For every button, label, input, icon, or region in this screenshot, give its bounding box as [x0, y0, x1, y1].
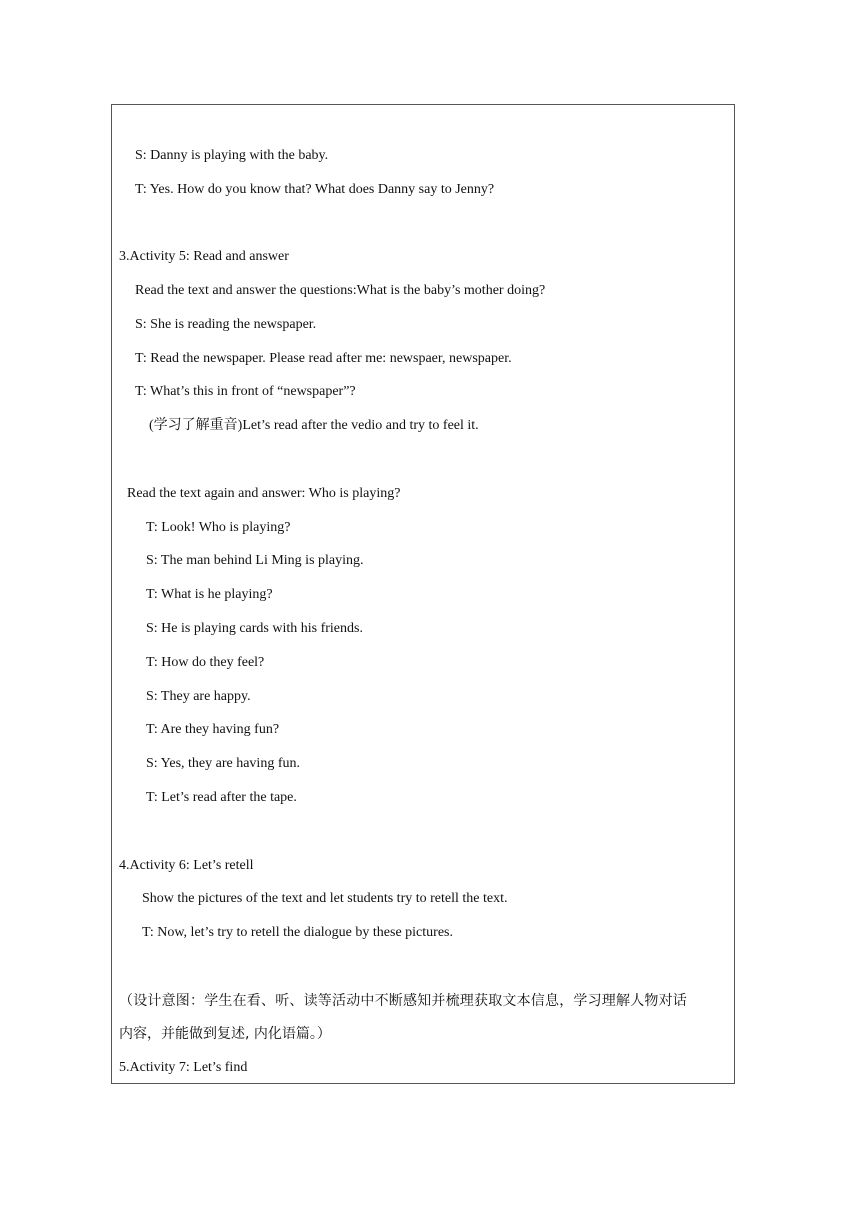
dialogue-line: T: What’s this in front of “newspaper”?	[135, 384, 356, 399]
dialogue-line: S: They are happy.	[146, 689, 251, 704]
design-intent-note: 内容，并能做到复述, 内化语篇。）	[119, 1026, 331, 1042]
instruction-line: Read the text and answer the questions:What is the baby’s mother doing?	[135, 283, 546, 298]
dialogue-line: T: What is he playing?	[146, 587, 273, 602]
instruction-line: Show the pictures of the text and let students try to retell the text.	[142, 891, 508, 906]
dialogue-line: S: The man behind Li Ming is playing.	[146, 553, 364, 568]
instruction-line: Read the text again and answer: Who is playing?	[127, 486, 401, 501]
activity-heading: 3.Activity 5: Read and answer	[119, 249, 289, 264]
instruction-line: (学习了解重音)Let’s read after the vedio and try to feel it.	[149, 418, 479, 433]
dialogue-line: T: Let’s read after the tape.	[146, 790, 297, 805]
dialogue-line: S: He is playing cards with his friends.	[146, 621, 363, 636]
dialogue-line: S: She is reading the newspaper.	[135, 317, 317, 332]
activity-heading: 4.Activity 6: Let’s retell	[119, 858, 254, 873]
design-intent-note: （设计意图：学生在看、听、读等活动中不断感知并梳理获取文本信息，学习理解人物对话	[119, 993, 687, 1009]
dialogue-line: T: Yes. How do you know that? What does Danny say to Jenny?	[135, 182, 495, 197]
dialogue-line: T: Now, let’s try to retell the dialogue by these pictures.	[142, 925, 453, 940]
activity-heading: 5.Activity 7: Let’s find	[119, 1060, 248, 1075]
dialogue-line: T: Are they having fun?	[146, 722, 280, 737]
dialogue-line: T: Read the newspaper. Please read after me: newspaer, newspaper.	[135, 351, 512, 366]
dialogue-line: S: Yes, they are having fun.	[146, 756, 300, 771]
dialogue-line: S: Danny is playing with the baby.	[135, 148, 329, 163]
dialogue-line: T: How do they feel?	[146, 655, 265, 670]
dialogue-line: T: Look! Who is playing?	[146, 520, 291, 535]
